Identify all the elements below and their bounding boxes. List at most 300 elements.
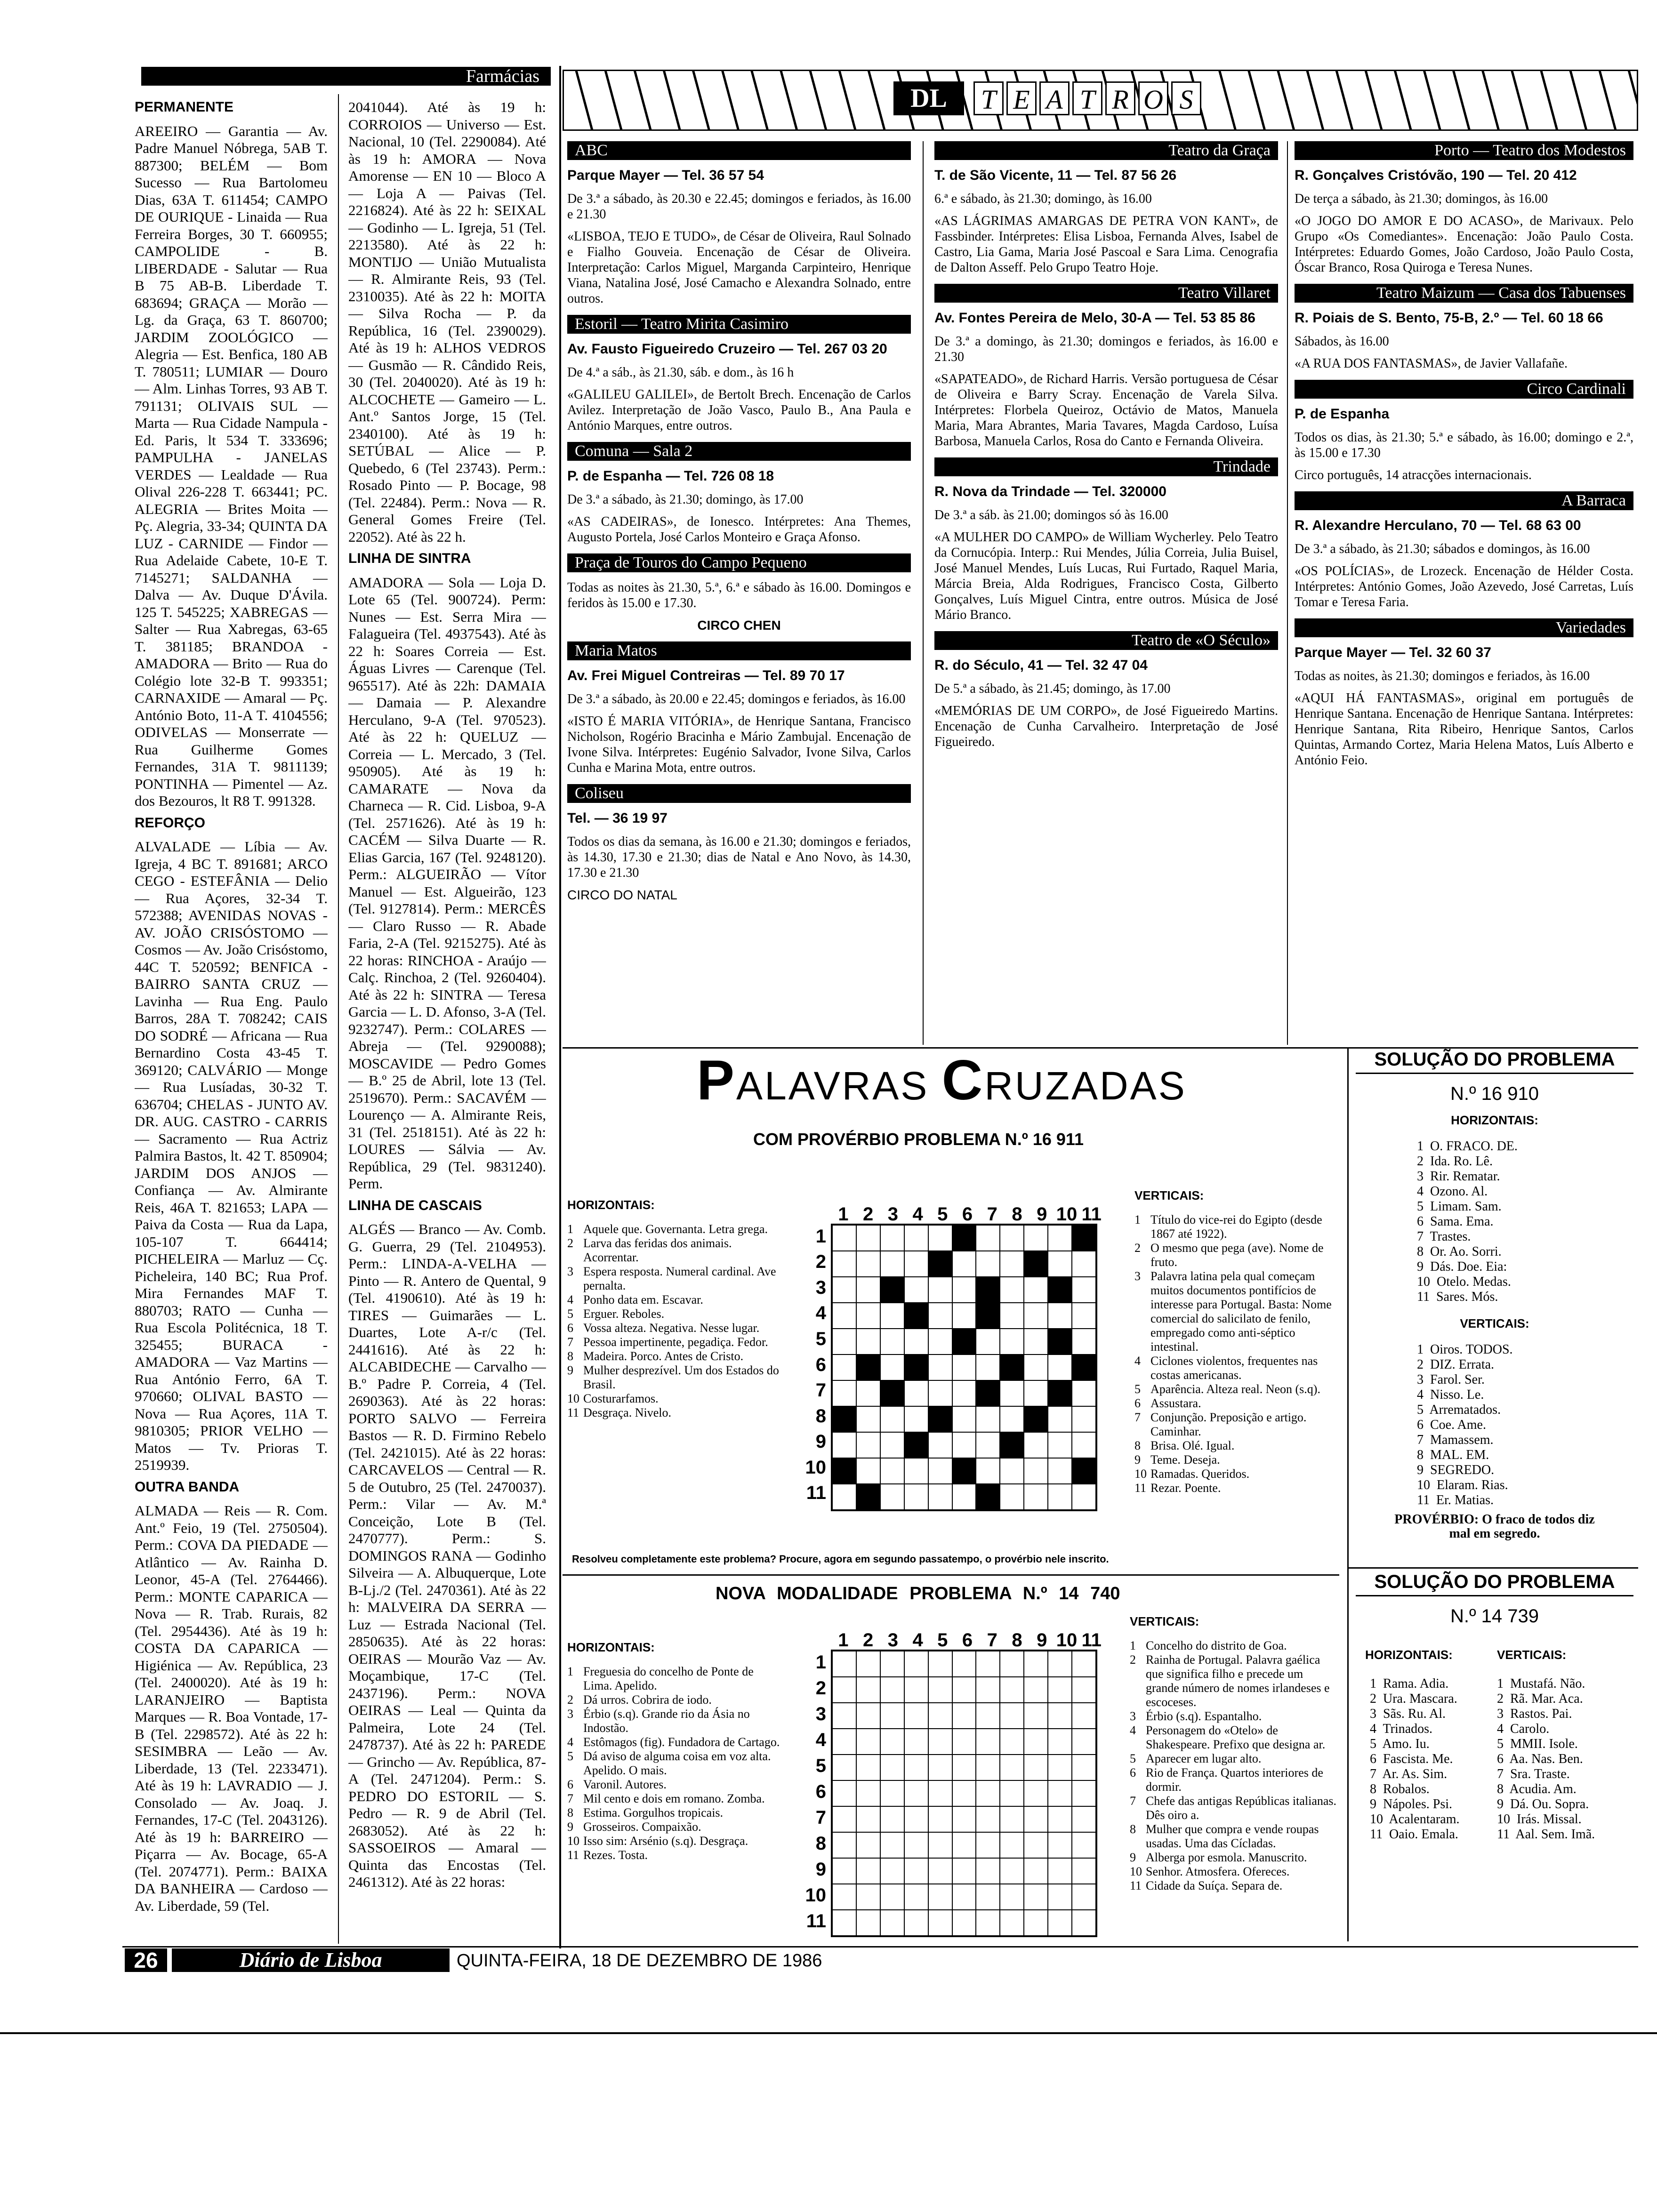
grid-cell[interactable] [1072, 1484, 1096, 1510]
grid-cell[interactable] [1000, 1910, 1024, 1936]
grid-cell[interactable] [880, 1329, 904, 1354]
grid-cell[interactable] [1048, 1755, 1072, 1780]
grid-cell[interactable] [856, 1677, 880, 1703]
grid-cell[interactable] [856, 1432, 880, 1458]
grid-cell[interactable] [856, 1703, 880, 1729]
clue-text: Desgraça. Nivelo. [583, 1406, 671, 1419]
grid-cell[interactable] [1024, 1484, 1048, 1510]
grid-cell[interactable] [856, 1329, 880, 1354]
clue-number: 8 [1134, 1439, 1141, 1452]
clue [567, 1307, 784, 1321]
grid-cell[interactable] [952, 1277, 976, 1303]
grid-cell[interactable] [952, 1251, 976, 1277]
grid-cell[interactable] [904, 1406, 928, 1432]
clue-number: 4 [567, 1735, 573, 1749]
problem1-grid[interactable] [831, 1224, 1097, 1511]
grid-cell[interactable] [928, 1651, 952, 1677]
grid-cell[interactable] [1048, 1484, 1072, 1510]
clue-text: Freguesia do concelho de Ponte de Lima. Apelido. [583, 1665, 754, 1692]
grid-cell-black [832, 1406, 856, 1432]
grid-cell[interactable] [880, 1858, 904, 1884]
grid-cell[interactable] [928, 1458, 952, 1484]
grid-cell-black [976, 1380, 1000, 1406]
venue-text: 6.ª e sábado, às 21.30; domingo, às 16.00 [934, 192, 1152, 206]
grid-cell[interactable] [976, 1884, 1000, 1910]
grid-cell[interactable] [952, 1380, 976, 1406]
grid-cell[interactable] [928, 1329, 952, 1354]
grid-cell[interactable] [880, 1251, 904, 1277]
grid-cell[interactable] [904, 1251, 928, 1277]
grid-cell[interactable] [1000, 1329, 1024, 1354]
grid-cell[interactable] [904, 1910, 928, 1936]
grid-cell[interactable] [1000, 1703, 1024, 1729]
clue-heading: HORIZONTAIS: [567, 1640, 655, 1654]
grid-cell[interactable] [976, 1458, 1000, 1484]
grid-cell-black [904, 1303, 928, 1329]
grid-cell[interactable] [1048, 1354, 1072, 1380]
grid-cell[interactable] [952, 1703, 976, 1729]
grid-cell[interactable] [880, 1780, 904, 1806]
grid-cell[interactable] [1024, 1729, 1048, 1755]
grid-cell[interactable] [928, 1910, 952, 1936]
solution-line: 2 Ida. Ro. Lê. [1417, 1154, 1493, 1169]
grid-cell[interactable] [832, 1910, 856, 1936]
problem1-footer: Resolveu completamente este problema? Procure, agora em segundo passatempo, o provérbio nele inscrito. [572, 1553, 1109, 1565]
grid-cell[interactable] [1024, 1832, 1048, 1858]
grid-cell-black [1072, 1354, 1096, 1380]
grid-cell[interactable] [952, 1651, 976, 1677]
clue-number: 6 [1130, 1766, 1136, 1779]
clue-heading: VERTICAIS: [1134, 1188, 1204, 1202]
grid-column-number: 6 [962, 1630, 973, 1651]
grid-column-number: 5 [937, 1204, 948, 1225]
grid-cell[interactable] [928, 1484, 952, 1510]
grid-cell[interactable] [976, 1806, 1000, 1832]
grid-cell[interactable] [1000, 1780, 1024, 1806]
grid-cell[interactable] [952, 1432, 976, 1458]
grid-cell[interactable] [880, 1729, 904, 1755]
venue-listing [567, 315, 911, 433]
clue-number: 4 [1134, 1354, 1141, 1368]
grid-cell[interactable] [1024, 1858, 1048, 1884]
footer-rule [122, 1946, 1638, 1948]
clue [567, 1222, 784, 1236]
problem2-grid[interactable] [831, 1650, 1097, 1937]
grid-cell[interactable] [856, 1406, 880, 1432]
solution-line: 2 Ura. Mascara. [1370, 1691, 1457, 1706]
grid-cell[interactable] [832, 1729, 856, 1755]
pharmacy-listing: 2041044). Até às 19 h: CORROIOS — Universo — Est. Nacional, 10 (Tel. 2290084). Até às 19 h: AMORA — Nova Amorense — EN 10 — Bloco A — Loja A — Paivas (Tel. 2216824). Até às 22 h: SEIXAL — Godinho — L. Igreja, 51 (Tel. 2213580). Até às 22 h: MONTIJO — União Mutualista — R. Almirante Reis, 93 (Tel. 2310035). Até às 22 h: MOITA — Silva Rocha — P. da República, 16 (Tel. 2390029). Até às 19 h: ALHOS VEDROS — Gusmão — R. Cândido Reis, 30 (Tel. 2040020). Até às 19 h: ALCOCHETE — Gameiro — L. Ant.º Santos Jorge, 15 (Tel. 2340100). Até às 19 h: SETÚBAL — Alice — P. Quebedo, 6 (Tel 23743). Perm.: Rosado Pinto — P. Bocage, 98 (Tel. 22484). Perm.: Nova — R. General Gomes Freire (Tel. 22052). Até às 22 h. [348, 99, 546, 545]
grid-cell[interactable] [1072, 1832, 1096, 1858]
grid-cell[interactable] [928, 1380, 952, 1406]
solution2-vert-head: VERTICAIS: [1497, 1648, 1567, 1662]
grid-cell[interactable] [832, 1780, 856, 1806]
grid-cell[interactable] [904, 1225, 928, 1251]
pharmacy-listing: AMADORA — Sola — Loja D. Lote 65 (Tel. 900724). Perm: Nunes — Est. Serra Mira — Falagueira (Tel. 4937543). Até às 22 h: Soares Correia — Est. Águas Livres — Carenque (Tel. 965517). Até às 22h: DAMAIA — Damaia — P. Alexandre Herculano, 9-A (Tel. 970523). Até às 22 h: QUELUZ — Correia — L. Mercado, 3 (Tel. 950905). Até às 19 h: CAMARATE — Nova da Charneca — R. Cid. Lisboa, 9-A (Tel. 2571626). Até às 19 h: CACÉM — Silva Duarte — R. Elias Garcia, 167 (Tel. 9248120). Perm.: ALGUEIRÃO — Vítor Manuel — Est. Algueirão, 123 (Tel. 9127814). Perm.: MERCÊS — Claro Russo — R. Abade Faria, 2-A (Tel. 9215275). Até às 22 horas: RINCHOA - Araújo — Calç. Rinchoa, 2 (Tel. 9260404). Até às 22 h: SINTRA — Teresa Garcia — L. D. Afonso, 3-A (Tel. 9232747). Perm.: COLARES — Abreja — (Tel. 9290088); MOSCAVIDE — Pedro Gomes — B.º 25 de Abril, lote 13 (Tel. 2519670). Perm.: SACAVÉM — Lourenço — A. Almirante Reis, 31 (Tel. 2518151). Até às 22 h: LOURES — Sálvia — Av. República, 29 (Tel. 9831240). Perm. [348, 574, 546, 1192]
clue-text: Mil cento e dois em romano. Zomba. [583, 1792, 765, 1805]
grid-cell[interactable] [1072, 1703, 1096, 1729]
grid-cell[interactable] [976, 1703, 1000, 1729]
grid-cell[interactable] [976, 1832, 1000, 1858]
pharmacy-listing: ALMADA — Reis — R. Com. Ant.º Feio, 19 (Tel. 2750504). Perm.: COVA DA PIEDADE — Atlântico — Av. Rainha D. Leonor, 45-A (Tel. 2764466). Perm.: MONTE CAPARICA — Nova — R. Trab. Rurais, 82 (Tel. 2954436). Até às 19 h: COSTA DA CAPARICA — Higiénica — Av. República, 23 (Tel. 2400020). Até às 19 h: LARANJEIRO — Baptista Marques — R. Boa Vontade, 17-B (Tel. 2298572). Até às 22 h: SESIMBRA — Leão — Av. Liberdade, 13 (Tel. 2233471). Até às 19 h: LAVRADIO — J. Consolado — Av. Joaq. J. Fernandes, 17-C (Tel. 2043126). Até às 19 h: BARREIRO — Piçarra — Av. Bocage, 65-A (Tel. 2074771). Perm.: BAIXA DA BANHEIRA — Cardoso — Av. Liberdade, 59 (Tel. [135, 1502, 328, 1914]
grid-cell[interactable] [832, 1303, 856, 1329]
grid-cell[interactable] [880, 1910, 904, 1936]
grid-cell[interactable] [952, 1755, 976, 1780]
grid-cell[interactable] [832, 1277, 856, 1303]
grid-cell[interactable] [832, 1806, 856, 1832]
grid-row-number: 2 [815, 1678, 826, 1699]
grid-cell[interactable] [904, 1780, 928, 1806]
grid-cell[interactable] [904, 1755, 928, 1780]
grid-cell[interactable] [976, 1755, 1000, 1780]
venue-listing [1295, 141, 1633, 275]
grid-cell[interactable] [904, 1380, 928, 1406]
grid-cell[interactable] [952, 1354, 976, 1380]
grid-cell[interactable] [952, 1780, 976, 1806]
grid-cell[interactable] [1072, 1858, 1096, 1884]
venue-listing [934, 284, 1278, 449]
grid-cell[interactable] [880, 1703, 904, 1729]
grid-cell[interactable] [1072, 1277, 1096, 1303]
grid-cell[interactable] [1000, 1806, 1024, 1832]
grid-cell[interactable] [928, 1225, 952, 1251]
grid-cell[interactable] [1024, 1703, 1048, 1729]
grid-row-number: 7 [815, 1380, 826, 1401]
clue [1130, 1752, 1337, 1766]
grid-cell[interactable] [832, 1703, 856, 1729]
solution-line: 3 Rastos. Pai. [1497, 1707, 1572, 1721]
section-heading: LINHA DE CASCAIS [348, 1197, 482, 1213]
grid-cell[interactable] [856, 1458, 880, 1484]
grid-cell[interactable] [832, 1858, 856, 1884]
clue [1134, 1354, 1337, 1382]
solution-line: 5 MMII. Isole. [1497, 1737, 1578, 1751]
grid-cell[interactable] [1000, 1484, 1024, 1510]
grid-cell[interactable] [880, 1806, 904, 1832]
solution-line: 8 Or. Ao. Sorri. [1417, 1244, 1502, 1259]
grid-cell[interactable] [1024, 1380, 1048, 1406]
clue-heading: VERTICAIS: [1130, 1614, 1199, 1628]
grid-cell[interactable] [832, 1432, 856, 1458]
grid-cell[interactable] [1048, 1858, 1072, 1884]
grid-cell[interactable] [1048, 1703, 1072, 1729]
grid-cell[interactable] [856, 1251, 880, 1277]
grid-cell[interactable] [1024, 1755, 1048, 1780]
grid-cell[interactable] [928, 1303, 952, 1329]
grid-cell[interactable] [1048, 1406, 1072, 1432]
grid-cell[interactable] [928, 1432, 952, 1458]
grid-cell[interactable] [832, 1225, 856, 1251]
grid-cell[interactable] [880, 1677, 904, 1703]
grid-cell-black [904, 1432, 928, 1458]
grid-cell[interactable] [976, 1858, 1000, 1884]
grid-cell[interactable] [952, 1858, 976, 1884]
grid-cell[interactable] [1024, 1329, 1048, 1354]
grid-cell[interactable] [1072, 1432, 1096, 1458]
grid-cell[interactable] [832, 1380, 856, 1406]
grid-cell[interactable] [1048, 1832, 1072, 1858]
grid-cell[interactable] [1048, 1884, 1072, 1910]
clue-text: Senhor. Atmosfera. Ofereces. [1146, 1865, 1290, 1878]
grid-cell[interactable] [1072, 1406, 1096, 1432]
grid-cell[interactable] [904, 1651, 928, 1677]
grid-column-number: 5 [937, 1630, 948, 1651]
grid-cell[interactable] [1048, 1806, 1072, 1832]
grid-cell[interactable] [880, 1651, 904, 1677]
grid-cell[interactable] [952, 1884, 976, 1910]
grid-cell[interactable] [1000, 1858, 1024, 1884]
clue [567, 1693, 784, 1707]
grid-cell[interactable] [880, 1225, 904, 1251]
clue-number: 8 [567, 1349, 573, 1363]
grid-cell[interactable] [904, 1484, 928, 1510]
grid-cell[interactable] [1048, 1251, 1072, 1277]
grid-cell[interactable] [1048, 1677, 1072, 1703]
grid-cell[interactable] [928, 1884, 952, 1910]
grid-cell[interactable] [856, 1806, 880, 1832]
grid-cell[interactable] [928, 1806, 952, 1832]
grid-cell[interactable] [904, 1458, 928, 1484]
grid-cell[interactable] [928, 1729, 952, 1755]
grid-cell[interactable] [1048, 1432, 1072, 1458]
grid-cell[interactable] [1072, 1651, 1096, 1677]
grid-row-number: 6 [815, 1354, 826, 1375]
clue-text: Chefe das antigas Repúblicas italianas. Dês oiro a. [1146, 1794, 1337, 1822]
grid-cell[interactable] [856, 1884, 880, 1910]
grid-cell[interactable] [904, 1884, 928, 1910]
grid-cell[interactable] [1024, 1277, 1048, 1303]
grid-cell[interactable] [856, 1910, 880, 1936]
grid-cell[interactable] [856, 1303, 880, 1329]
grid-cell[interactable] [1024, 1884, 1048, 1910]
grid-cell[interactable] [952, 1484, 976, 1510]
grid-cell[interactable] [856, 1277, 880, 1303]
grid-cell[interactable] [928, 1677, 952, 1703]
grid-cell[interactable] [880, 1354, 904, 1380]
clue-number: 1 [1134, 1213, 1141, 1226]
grid-row-number: 1 [815, 1226, 826, 1247]
grid-cell[interactable] [1048, 1651, 1072, 1677]
grid-cell[interactable] [928, 1755, 952, 1780]
grid-cell[interactable] [952, 1406, 976, 1432]
grid-cell[interactable] [1000, 1303, 1024, 1329]
clue [567, 1834, 784, 1848]
grid-cell[interactable] [832, 1832, 856, 1858]
grid-cell[interactable] [928, 1780, 952, 1806]
grid-column-number: 3 [887, 1630, 898, 1651]
grid-cell[interactable] [832, 1884, 856, 1910]
grid-cell[interactable] [1024, 1225, 1048, 1251]
grid-cell[interactable] [1072, 1380, 1096, 1406]
grid-cell[interactable] [856, 1832, 880, 1858]
grid-cell[interactable] [1072, 1329, 1096, 1354]
grid-cell[interactable] [1048, 1780, 1072, 1806]
clue [567, 1335, 784, 1349]
grid-cell[interactable] [832, 1677, 856, 1703]
grid-cell[interactable] [1000, 1380, 1024, 1406]
grid-cell[interactable] [880, 1432, 904, 1458]
clue-text: Rio de França. Quartos interiores de dormir. [1146, 1766, 1323, 1794]
grid-cell[interactable] [880, 1484, 904, 1510]
grid-cell[interactable] [904, 1703, 928, 1729]
grid-cell[interactable] [928, 1354, 952, 1380]
grid-cell[interactable] [1024, 1651, 1048, 1677]
grid-cell[interactable] [976, 1354, 1000, 1380]
grid-cell[interactable] [1072, 1806, 1096, 1832]
grid-cell[interactable] [1048, 1729, 1072, 1755]
grid-cell[interactable] [976, 1910, 1000, 1936]
grid-cell[interactable] [1072, 1251, 1096, 1277]
clue-number: 10 [1134, 1467, 1147, 1481]
grid-cell[interactable] [880, 1832, 904, 1858]
grid-cell[interactable] [976, 1432, 1000, 1458]
grid-cell[interactable] [976, 1406, 1000, 1432]
grid-cell[interactable] [976, 1329, 1000, 1354]
clue [567, 1778, 784, 1792]
grid-cell[interactable] [1000, 1225, 1024, 1251]
grid-cell[interactable] [952, 1303, 976, 1329]
grid-cell[interactable] [1072, 1910, 1096, 1936]
grid-cell[interactable] [1048, 1910, 1072, 1936]
grid-cell[interactable] [1072, 1755, 1096, 1780]
grid-cell[interactable] [1000, 1251, 1024, 1277]
grid-cell[interactable] [1000, 1677, 1024, 1703]
grid-row-number: 10 [805, 1885, 826, 1906]
venue-name-bar: A Barraca [1295, 491, 1633, 510]
grid-cell[interactable] [904, 1329, 928, 1354]
grid-cell[interactable] [832, 1651, 856, 1677]
grid-cell[interactable] [952, 1729, 976, 1755]
grid-cell[interactable] [928, 1703, 952, 1729]
grid-cell[interactable] [1000, 1651, 1024, 1677]
grid-cell[interactable] [856, 1755, 880, 1780]
grid-cell[interactable] [1072, 1303, 1096, 1329]
grid-cell[interactable] [904, 1806, 928, 1832]
solution1-verticais [1417, 1342, 1633, 1508]
grid-cell[interactable] [856, 1651, 880, 1677]
grid-cell[interactable] [1048, 1303, 1072, 1329]
grid-row-number: 5 [815, 1755, 826, 1776]
problem2-horizontais [567, 1640, 784, 1862]
grid-cell[interactable] [880, 1458, 904, 1484]
clue-number: 6 [567, 1321, 573, 1335]
grid-cell[interactable] [1000, 1884, 1024, 1910]
grid-cell[interactable] [904, 1832, 928, 1858]
solution-line: 1 Rama. Adia. [1370, 1676, 1449, 1691]
grid-cell[interactable] [904, 1729, 928, 1755]
grid-cell[interactable] [928, 1858, 952, 1884]
grid-cell[interactable] [904, 1858, 928, 1884]
grid-cell[interactable] [928, 1277, 952, 1303]
venue-text: «AQUI HÁ FANTASMAS», original em português de Henrique Santana. Encenação de Henrique Santana. Intérpretes: Henrique Santana, Rita Ribeiro, Henrique Santos, Carlos Quintas, Armando Cortez, Maria Helena Matos, Luís Alberto e António Feio. [1295, 691, 1633, 768]
grid-column-number: 2 [862, 1204, 874, 1225]
grid-cell[interactable] [880, 1303, 904, 1329]
grid-cell[interactable] [976, 1677, 1000, 1703]
grid-cell[interactable] [904, 1277, 928, 1303]
grid-cell-black [1072, 1458, 1096, 1484]
grid-cell[interactable] [856, 1780, 880, 1806]
grid-cell[interactable] [1000, 1458, 1024, 1484]
grid-cell[interactable] [1000, 1729, 1024, 1755]
grid-cell[interactable] [880, 1884, 904, 1910]
grid-cell[interactable] [832, 1329, 856, 1354]
farmacias-header: Farmácias [141, 67, 551, 86]
grid-cell[interactable] [856, 1858, 880, 1884]
venue-name-bar: Praça de Touros do Campo Pequeno [567, 553, 911, 572]
title-letter: R [1105, 81, 1135, 115]
grid-cell[interactable] [1000, 1277, 1024, 1303]
grid-cell[interactable] [1024, 1806, 1048, 1832]
grid-cell[interactable] [832, 1755, 856, 1780]
grid-cell[interactable] [1048, 1225, 1072, 1251]
venue-listing [1295, 491, 1633, 610]
grid-cell[interactable] [952, 1910, 976, 1936]
grid-cell[interactable] [832, 1484, 856, 1510]
grid-cell[interactable] [952, 1832, 976, 1858]
grid-cell[interactable] [1024, 1910, 1048, 1936]
grid-cell[interactable] [976, 1729, 1000, 1755]
solution2-title: SOLUÇÃO DO PROBLEMA [1356, 1574, 1633, 1596]
grid-cell[interactable] [1000, 1832, 1024, 1858]
grid-cell[interactable] [1048, 1458, 1072, 1484]
clue-number: 9 [567, 1820, 573, 1834]
solution-line: 8 Robalos. [1370, 1782, 1430, 1796]
grid-cell[interactable] [1024, 1303, 1048, 1329]
grid-cell[interactable] [928, 1832, 952, 1858]
grid-cell[interactable] [880, 1406, 904, 1432]
grid-cell[interactable] [1024, 1677, 1048, 1703]
grid-cell[interactable] [1072, 1780, 1096, 1806]
grid-cell-black [952, 1225, 976, 1251]
grid-cell[interactable] [952, 1677, 976, 1703]
grid-cell[interactable] [1072, 1677, 1096, 1703]
grid-cell[interactable] [976, 1780, 1000, 1806]
clue-text: Conjunção. Preposição e artigo. Caminhar. [1150, 1411, 1307, 1438]
venue-text: Todas as noites às 21.30, 5.ª, 6.ª e sábado às 16.00. Domingos e feridos às 15.00 e 17.30. [567, 580, 911, 610]
clue-number: 4 [1130, 1723, 1136, 1737]
clue [567, 1293, 784, 1307]
grid-cell[interactable] [1000, 1406, 1024, 1432]
grid-cell[interactable] [1024, 1432, 1048, 1458]
grid-cell[interactable] [952, 1806, 976, 1832]
grid-cell[interactable] [832, 1251, 856, 1277]
grid-cell[interactable] [1000, 1755, 1024, 1780]
grid-column-number: 1 [838, 1204, 849, 1225]
issue-date: QUINTA-FEIRA, 18 DE DEZEMBRO DE 1986 [457, 1951, 822, 1971]
grid-cell[interactable] [1072, 1729, 1096, 1755]
grid-cell[interactable] [1024, 1458, 1048, 1484]
clue-number: 10 [567, 1834, 579, 1848]
grid-cell[interactable] [856, 1729, 880, 1755]
grid-cell[interactable] [1024, 1780, 1048, 1806]
grid-cell[interactable] [904, 1677, 928, 1703]
clue-number: 11 [1130, 1879, 1142, 1892]
problem1-column-numbers [831, 1202, 1104, 1226]
grid-row-number: 3 [815, 1704, 826, 1724]
grid-cell[interactable] [856, 1380, 880, 1406]
grid-cell[interactable] [1024, 1354, 1048, 1380]
clue-number: 9 [567, 1363, 573, 1377]
grid-cell[interactable] [880, 1755, 904, 1780]
solution-line: 10 Acalentaram. [1370, 1812, 1460, 1827]
grid-cell[interactable] [976, 1225, 1000, 1251]
grid-cell[interactable] [1072, 1884, 1096, 1910]
grid-cell[interactable] [856, 1225, 880, 1251]
grid-cell[interactable] [832, 1354, 856, 1380]
grid-cell[interactable] [976, 1251, 1000, 1277]
grid-cell[interactable] [976, 1651, 1000, 1677]
solution-line: 6 Sama. Ema. [1417, 1214, 1494, 1229]
